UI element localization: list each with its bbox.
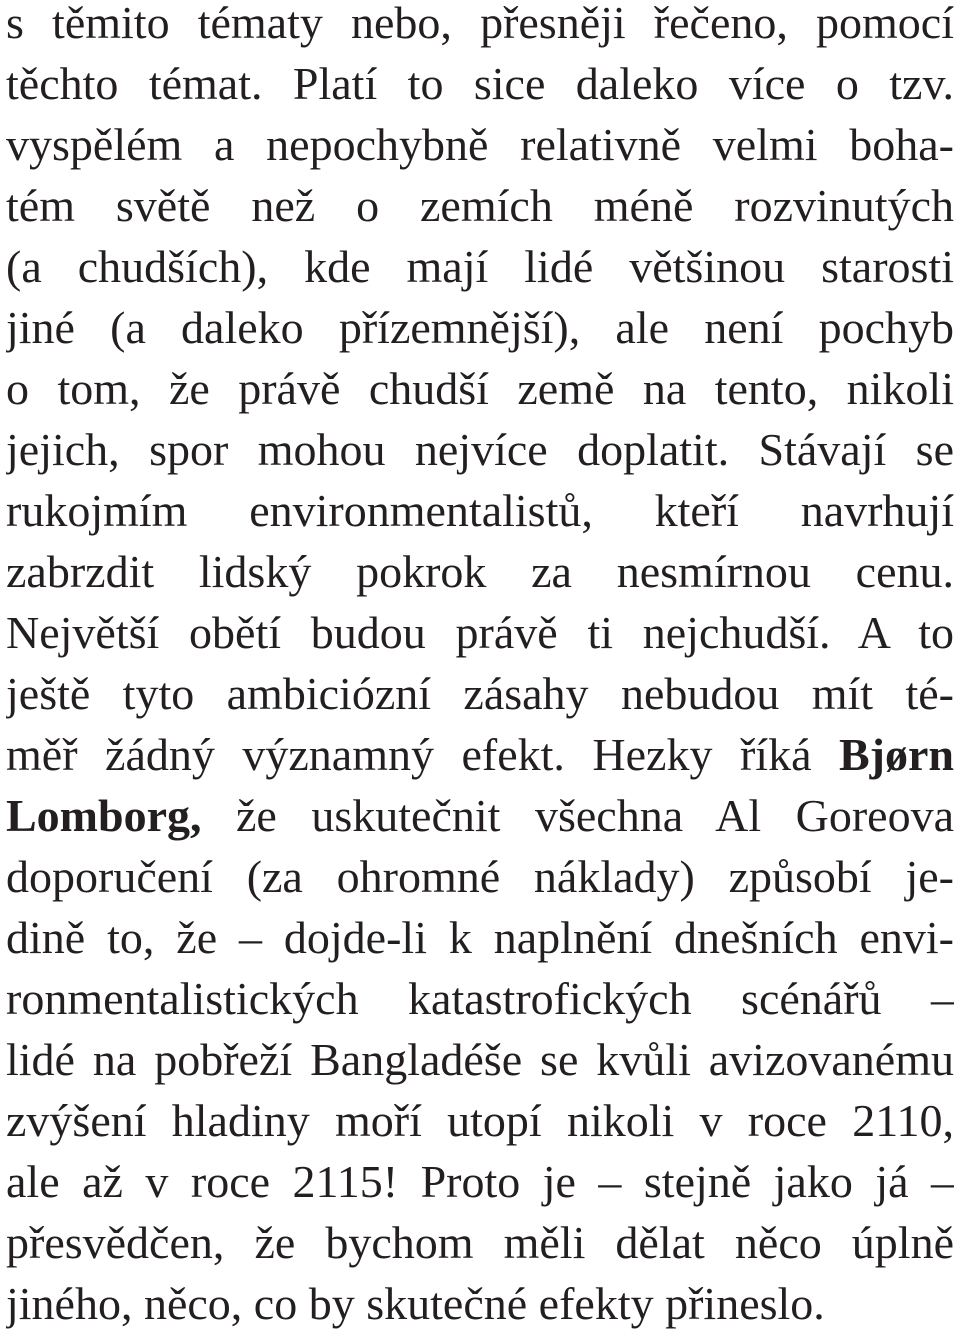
text-line bbox=[6, 419, 954, 480]
text-segment: jiné (a daleko přízemnější), ale není pochyb bbox=[6, 302, 954, 353]
text-line bbox=[6, 236, 954, 297]
text-segment: s těmito tématy nebo, přesněji řečeno, pomocí bbox=[6, 0, 954, 48]
text-line bbox=[6, 907, 954, 968]
text-line bbox=[6, 358, 954, 419]
text-segment: rukojmím environmentalistů, kteří navrhují bbox=[6, 485, 954, 536]
text-line bbox=[6, 785, 954, 846]
text-segment: ještě tyto ambiciózní zásahy nebudou mít té- bbox=[6, 668, 954, 719]
text-segment: vyspělém a nepochybně relativně velmi boha- bbox=[6, 119, 954, 170]
text-line bbox=[6, 1151, 954, 1212]
text-segment: těchto témat. Platí to sice daleko více o tzv. bbox=[6, 58, 954, 109]
text-segment: ale až v roce 2115! Proto je – stejně jako já – bbox=[6, 1156, 954, 1207]
text-line bbox=[6, 1090, 954, 1151]
text-segment: doporučení (za ohromné náklady) způsobí je- bbox=[6, 851, 954, 902]
text-line bbox=[6, 541, 954, 602]
text-segment: lidé na pobřeží Bangladéše se kvůli avizovanému bbox=[6, 1034, 954, 1085]
author-name-bold: Bjørn bbox=[839, 729, 954, 780]
text-segment: dině to, že – dojde-li k naplnění dnešních envi- bbox=[6, 912, 954, 963]
text-line bbox=[6, 0, 954, 53]
text-line bbox=[6, 1029, 954, 1090]
text-segment: přesvědčen, že bychom měli dělat něco úplně bbox=[6, 1217, 954, 1268]
author-name-bold: Lomborg, bbox=[6, 790, 202, 841]
text-segment: jiného, něco, co by skutečné efekty přineslo. bbox=[6, 1278, 825, 1329]
text-segment: měř žádný významný efekt. Hezky říká bbox=[6, 729, 839, 780]
text-segment: zvýšení hladiny moří utopí nikoli v roce 2110, bbox=[6, 1095, 954, 1146]
text-line bbox=[6, 846, 954, 907]
text-line bbox=[6, 297, 954, 358]
text-line bbox=[6, 968, 954, 1029]
text-line bbox=[6, 53, 954, 114]
text-segment: že uskutečnit všechna Al Goreova bbox=[201, 790, 954, 841]
text-line bbox=[6, 175, 954, 236]
text-segment: o tom, že právě chudší země na tento, nikoli bbox=[6, 363, 954, 414]
text-segment: Největší obětí budou právě ti nejchudší. A to bbox=[6, 607, 954, 658]
text-segment: tém světě než o zemích méně rozvinutých bbox=[6, 180, 954, 231]
body-paragraph bbox=[6, 0, 954, 1334]
text-line bbox=[6, 724, 954, 785]
text-segment: (a chudších), kde mají lidé většinou starosti bbox=[6, 241, 954, 292]
text-line bbox=[6, 114, 954, 175]
text-segment: zabrzdit lidský pokrok za nesmírnou cenu. bbox=[6, 546, 954, 597]
text-segment: jejich, spor mohou nejvíce doplatit. Stávají se bbox=[6, 424, 954, 475]
text-line bbox=[6, 480, 954, 541]
text-line bbox=[6, 1212, 954, 1273]
text-line bbox=[6, 602, 954, 663]
text-segment: ronmentalistických katastrofických scénářů – bbox=[6, 973, 954, 1024]
document-page bbox=[6, 0, 954, 1334]
text-line bbox=[6, 663, 954, 724]
text-line bbox=[6, 1273, 954, 1334]
